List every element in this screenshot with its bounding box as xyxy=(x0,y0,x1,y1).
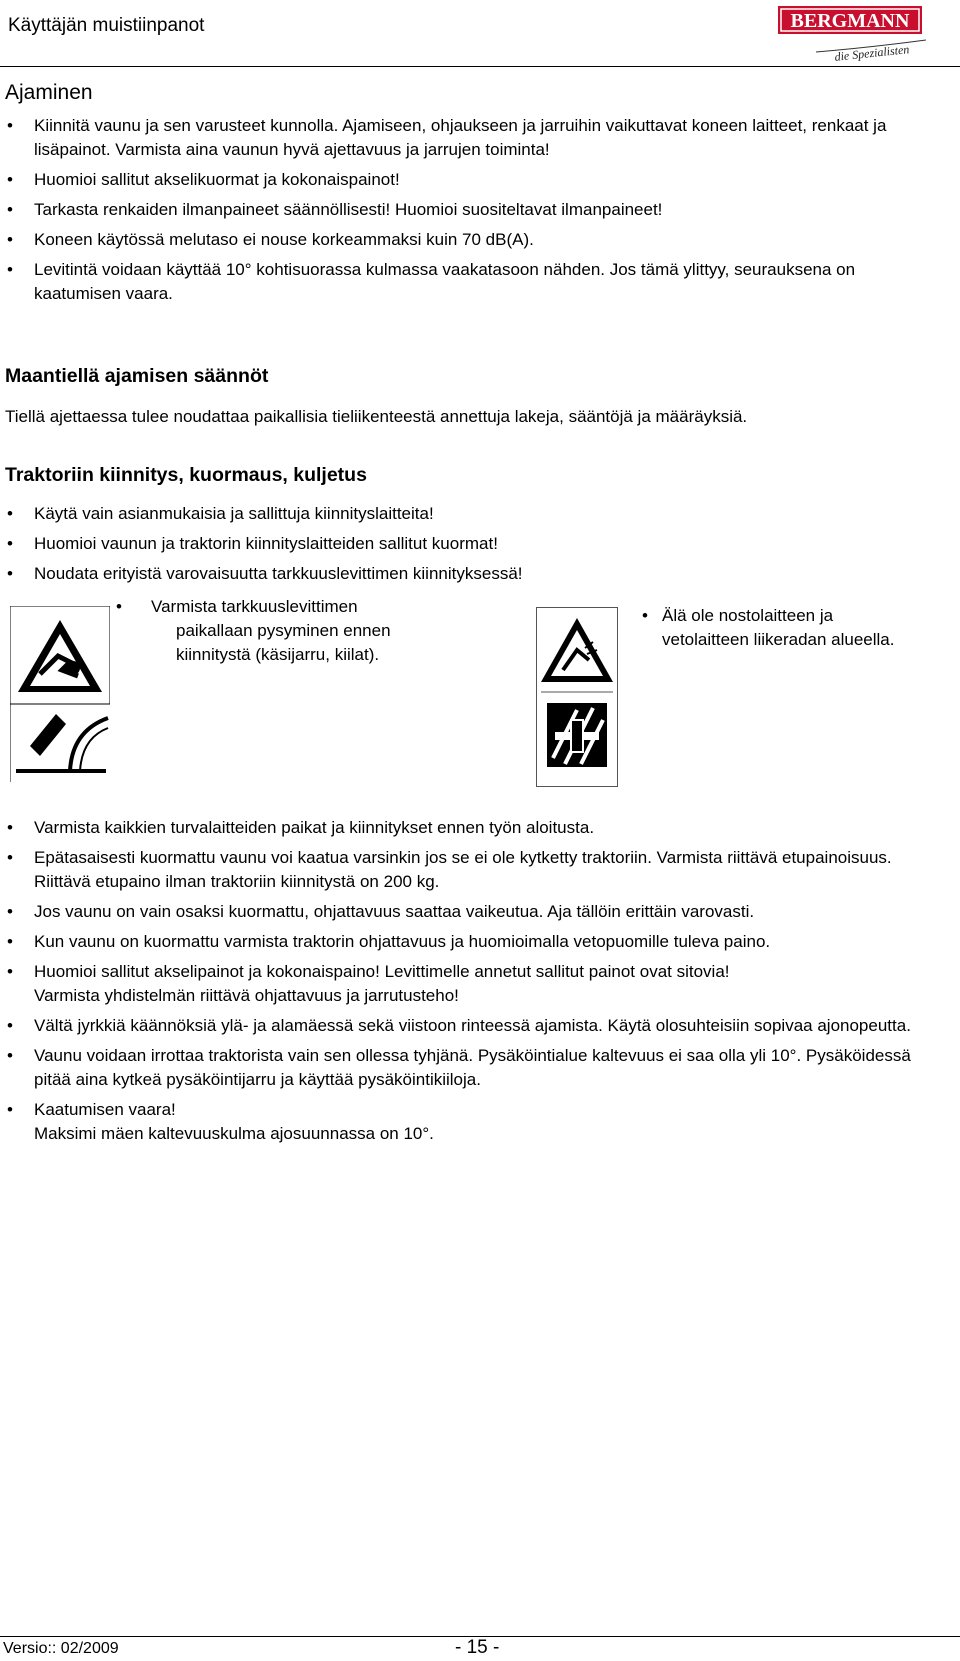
list-item: • Noudata erityistä varovaisuutta tarkkuuslevittimen kiinnityksessä! xyxy=(0,562,940,586)
sign-note-left: • Varmista tarkkuuslevittimen paikallaan pysyminen ennen kiinnitystä (käsijarru, kiilat). xyxy=(116,597,391,664)
list-item: • Huomioi sallitut akselikuormat ja kokonaispainot! xyxy=(0,168,940,192)
list-item: • Varmista kaikkien turvalaitteiden paikat ja kiinnitykset ennen työn aloitusta. xyxy=(0,816,940,840)
list-item: • Levitintä voidaan käyttää 10° kohtisuorassa kulmassa vaakatasoon nähden. Jos tämä ylittyy, seurauksena on kaatumisen vaara. xyxy=(0,258,940,306)
logo-wordmark: BERGMANN xyxy=(790,10,910,32)
road-rules-text: Tiellä ajettaessa tulee noudattaa paikallisia tieliikenteestä annettuja lakeja, sääntöjä ja määräyksiä. xyxy=(5,407,748,426)
section-heading-driving: Ajaminen xyxy=(5,81,93,104)
list-item: • Huomioi sallitut akselipainot ja kokonaispaino! Levittimelle annetut sallitut painot ovat sitovia! Varmista yhdistelmän riittävä ohjattavuus ja jarrutusteho! xyxy=(0,960,940,1008)
list-item: • Kiinnitä vaunu ja sen varusteet kunnolla. Ajamiseen, ohjaukseen ja jarruihin vaikuttavat koneen laitteet, renkaat ja lisäpainot. Varmista aina vaunun hyvä ajettavuus ja jarrujen toiminta! xyxy=(0,114,940,162)
section-heading-tractor: Traktoriin kiinnitys, kuormaus, kuljetus xyxy=(5,464,367,486)
document-header-title: Käyttäjän muistiinpanot xyxy=(8,15,205,36)
list-item: • Kun vaunu on kuormattu varmista traktorin ohjattavuus ja huomioimalla vetopuomille tuleva paino. xyxy=(0,930,940,954)
warning-sign-group-left xyxy=(10,606,110,782)
page-number: - 15 - xyxy=(455,1637,500,1658)
bergmann-logo xyxy=(776,4,932,62)
list-item: • Vältä jyrkkiä käännöksiä ylä- ja alamäessä sekä viistoon rinteessä ajamista. Käytä olosuhteisiin sopivaa ajonopeutta. xyxy=(0,1014,940,1038)
tractor-bullet-list-2 xyxy=(0,816,940,1146)
section-heading-road: Maantiellä ajamisen säännöt xyxy=(5,365,269,387)
logo-tagline: die Spezialisten xyxy=(833,42,910,62)
list-item: • Koneen käytössä melutaso ei nouse korkeammaksi kuin 70 dB(A). xyxy=(0,228,940,252)
header-divider xyxy=(0,66,960,67)
list-item: • Kaatumisen vaara! Maksimi mäen kaltevuuskulma ajosuunnassa on 10°. xyxy=(0,1098,940,1146)
list-item: • Tarkasta renkaiden ilmanpaineet säännöllisesti! Huomioi suositeltavat ilmanpaineet! xyxy=(0,198,940,222)
list-item: • Vaunu voidaan irrottaa traktorista vain sen ollessa tyhjänä. Pysäköintialue kaltevuus ei saa olla yli 10°. Pysäköidessä pitää aina kytkeä pysäköintijarru ja käyttää pysäköintikiiloja. xyxy=(0,1044,940,1092)
footer-version: Versio:: 02/2009 xyxy=(3,1640,119,1657)
list-item: • Käytä vain asianmukaisia ja sallittuja kiinnityslaitteita! xyxy=(0,502,940,526)
driving-bullet-list xyxy=(0,114,940,306)
warning-sign-group-right xyxy=(536,607,618,787)
tractor-bullet-list xyxy=(0,502,940,586)
list-item: • Epätasaisesti kuormattu vaunu voi kaatua varsinkin jos se ei ole kytketty traktoriin. Varmista riittävä etupainoisuus. Riittävä etupaino ilman traktoriin kiinnitystä on 200 kg. xyxy=(0,846,940,894)
list-item: • Jos vaunu on vain osaksi kuormattu, ohjattavuus saattaa vaikeutua. Aja tällöin erittäin varovasti. xyxy=(0,900,940,924)
sign-note-right: • Älä ole nostolaitteen ja vetolaitteen liikeradan alueella. xyxy=(642,606,895,649)
list-item: • Huomioi vaunun ja traktorin kiinnityslaitteiden sallitut kuormat! xyxy=(0,532,940,556)
